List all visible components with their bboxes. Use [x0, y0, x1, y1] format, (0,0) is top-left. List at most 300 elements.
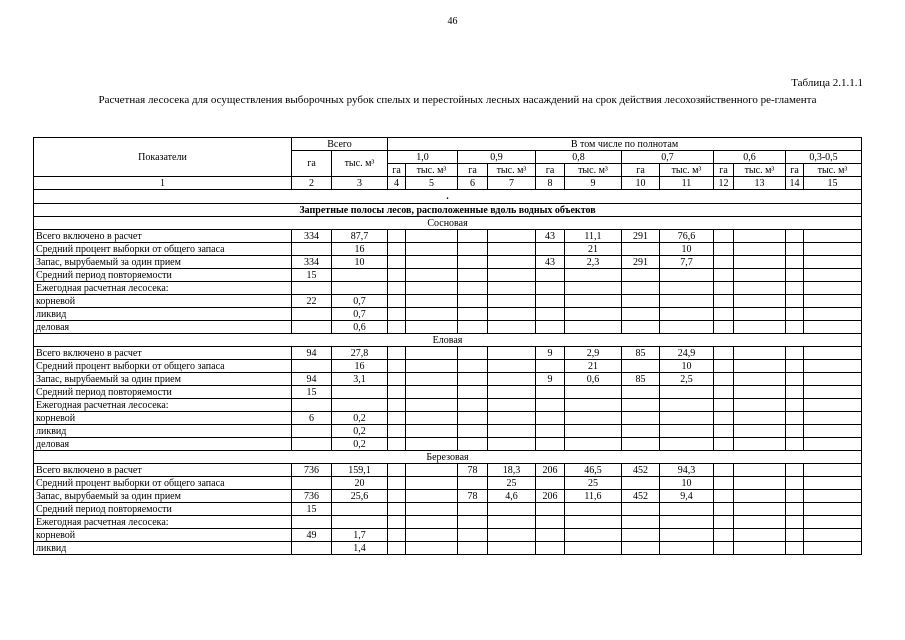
table-cell — [804, 464, 862, 477]
table-cell: 0,2 — [332, 425, 388, 438]
table-cell — [786, 529, 804, 542]
table-cell: 15 — [292, 269, 332, 282]
column-number: 5 — [406, 177, 458, 190]
table-cell — [488, 386, 536, 399]
table-cell — [786, 464, 804, 477]
table-cell — [536, 529, 565, 542]
table-cell — [622, 269, 660, 282]
table-cell — [714, 308, 734, 321]
table-cell — [406, 269, 458, 282]
table-cell — [804, 516, 862, 529]
table-cell: 206 — [536, 464, 565, 477]
table-cell — [292, 425, 332, 438]
table-cell — [388, 347, 406, 360]
column-number: 8 — [536, 177, 565, 190]
table-row — [34, 308, 862, 321]
table-cell: 10 — [660, 360, 714, 373]
table-cell — [714, 243, 734, 256]
table-cell — [388, 425, 406, 438]
table-cell: 3,1 — [332, 373, 388, 386]
table-cell — [458, 425, 488, 438]
table-cell — [786, 542, 804, 555]
table-cell — [565, 269, 622, 282]
table-cell — [488, 412, 536, 425]
table-row — [34, 386, 862, 399]
table-cell — [786, 295, 804, 308]
species-row — [34, 334, 862, 347]
table-cell: 16 — [332, 360, 388, 373]
table-cell — [714, 321, 734, 334]
table-cell — [536, 269, 565, 282]
table-cell — [660, 425, 714, 438]
table-cell — [804, 295, 862, 308]
row-label: Средний период повторяемости — [34, 386, 292, 399]
table-row — [34, 295, 862, 308]
row-label: Средний период повторяемости — [34, 503, 292, 516]
table-cell — [388, 243, 406, 256]
table-cell — [804, 386, 862, 399]
table-cell: 20 — [332, 477, 388, 490]
table-cell — [388, 373, 406, 386]
table-cell — [565, 516, 622, 529]
table-row — [34, 321, 862, 334]
table-cell — [734, 347, 786, 360]
table-cell — [458, 360, 488, 373]
table-cell — [458, 308, 488, 321]
dot-cell: . — [34, 190, 862, 204]
header-density: 0,8 — [536, 151, 622, 164]
table-cell: 736 — [292, 464, 332, 477]
column-number: 12 — [714, 177, 734, 190]
table-cell — [406, 386, 458, 399]
table-cell — [660, 529, 714, 542]
table-cell — [388, 295, 406, 308]
table-cell — [804, 503, 862, 516]
table-cell — [734, 503, 786, 516]
table-cell — [406, 542, 458, 555]
table-cell — [536, 438, 565, 451]
table-cell — [714, 295, 734, 308]
table-cell — [458, 230, 488, 243]
table-cell — [488, 295, 536, 308]
table-cell — [458, 503, 488, 516]
table-cell: 9 — [536, 373, 565, 386]
table-cell — [786, 269, 804, 282]
table-cell — [406, 490, 458, 503]
table-cell: 25 — [488, 477, 536, 490]
table-cell — [536, 425, 565, 438]
header-unit-ha: га — [388, 164, 406, 177]
table-cell — [660, 282, 714, 295]
table-cell: 21 — [565, 243, 622, 256]
table-cell: 27,8 — [332, 347, 388, 360]
table-cell — [734, 386, 786, 399]
table-cell — [406, 425, 458, 438]
row-label: Всего включено в расчет — [34, 464, 292, 477]
table-cell — [622, 477, 660, 490]
table-row — [34, 438, 862, 451]
table-cell — [406, 360, 458, 373]
table-cell — [660, 516, 714, 529]
table-cell: 4,6 — [488, 490, 536, 503]
header-unit-ha: га — [786, 164, 804, 177]
table-cell — [565, 282, 622, 295]
header-including: В том числе по полнотам — [388, 138, 862, 151]
table-row — [34, 412, 862, 425]
header-unit-volume: тыс. м³ — [488, 164, 536, 177]
table-cell — [292, 243, 332, 256]
table-cell — [786, 308, 804, 321]
table-cell — [734, 399, 786, 412]
table-cell — [388, 308, 406, 321]
table-cell — [458, 529, 488, 542]
table-cell: 0,2 — [332, 438, 388, 451]
row-label: Запас, вырубаемый за один прием — [34, 256, 292, 269]
table-cell — [488, 243, 536, 256]
table-cell — [292, 438, 332, 451]
table-row — [34, 477, 862, 490]
table-row — [34, 373, 862, 386]
table-cell: 78 — [458, 464, 488, 477]
column-number: 10 — [622, 177, 660, 190]
table-cell — [536, 399, 565, 412]
header-total-ha: га — [292, 151, 332, 177]
table-cell — [622, 386, 660, 399]
column-number: 3 — [332, 177, 388, 190]
table-cell — [458, 243, 488, 256]
table-cell — [660, 412, 714, 425]
table-cell — [536, 295, 565, 308]
table-cell — [406, 321, 458, 334]
species-title: Березовая — [34, 451, 862, 464]
table-cell — [786, 243, 804, 256]
table-row — [34, 399, 862, 412]
table-cell — [786, 230, 804, 243]
table-cell — [406, 503, 458, 516]
table-row — [34, 490, 862, 503]
table-cell — [660, 321, 714, 334]
row-label: корневой — [34, 295, 292, 308]
table-cell: 94 — [292, 373, 332, 386]
table-cell — [458, 477, 488, 490]
row-label: деловая — [34, 438, 292, 451]
row-label: Всего включено в расчет — [34, 347, 292, 360]
table-cell — [406, 347, 458, 360]
table-cell — [622, 503, 660, 516]
table-cell — [786, 321, 804, 334]
table-cell: 25 — [565, 477, 622, 490]
species-title: Еловая — [34, 334, 862, 347]
table-cell: 0,7 — [332, 308, 388, 321]
table-cell: 25,6 — [332, 490, 388, 503]
header-unit-volume: тыс. м³ — [565, 164, 622, 177]
table-cell — [388, 529, 406, 542]
table-cell — [734, 230, 786, 243]
header-unit-ha: га — [714, 164, 734, 177]
section-row — [34, 204, 862, 217]
column-number: 1 — [34, 177, 292, 190]
table-cell — [488, 542, 536, 555]
table-cell — [734, 477, 786, 490]
table-cell: 10 — [660, 477, 714, 490]
table-cell — [536, 386, 565, 399]
table-cell — [786, 347, 804, 360]
header-density: 0,6 — [714, 151, 786, 164]
table-cell — [622, 360, 660, 373]
table-cell — [804, 308, 862, 321]
table-cell: 334 — [292, 230, 332, 243]
table-row — [34, 256, 862, 269]
table-cell — [804, 373, 862, 386]
table-cell — [536, 243, 565, 256]
lesoseka-table — [33, 137, 862, 555]
table-cell — [786, 503, 804, 516]
table-cell — [406, 477, 458, 490]
table-cell — [388, 360, 406, 373]
table-cell — [488, 399, 536, 412]
table-cell — [488, 308, 536, 321]
table-cell — [565, 295, 622, 308]
table-cell — [488, 373, 536, 386]
table-cell — [734, 308, 786, 321]
table-cell: 2,5 — [660, 373, 714, 386]
table-cell — [734, 373, 786, 386]
species-title: Сосновая — [34, 217, 862, 230]
table-cell — [388, 490, 406, 503]
table-cell — [622, 243, 660, 256]
table-cell — [714, 438, 734, 451]
table-cell — [406, 295, 458, 308]
table-row — [34, 503, 862, 516]
row-label: ликвид — [34, 542, 292, 555]
table-cell — [734, 542, 786, 555]
table-cell: 1,7 — [332, 529, 388, 542]
header-unit-ha: га — [536, 164, 565, 177]
table-cell — [786, 386, 804, 399]
table-cell — [660, 542, 714, 555]
table-cell — [565, 503, 622, 516]
table-cell — [714, 464, 734, 477]
dot-row — [34, 190, 862, 204]
table-cell: 87,7 — [332, 230, 388, 243]
table-cell — [488, 282, 536, 295]
table-cell: 2,3 — [565, 256, 622, 269]
table-cell — [458, 412, 488, 425]
table-cell — [458, 347, 488, 360]
header-density: 1,0 — [388, 151, 458, 164]
table-cell — [622, 321, 660, 334]
table-cell — [488, 360, 536, 373]
table-row — [34, 425, 862, 438]
table-cell — [660, 269, 714, 282]
table-cell — [488, 425, 536, 438]
row-label: Ежегодная расчетная лесосека: — [34, 282, 292, 295]
table-cell — [292, 360, 332, 373]
table-cell — [388, 282, 406, 295]
table-cell — [786, 360, 804, 373]
column-number: 13 — [734, 177, 786, 190]
table-cell — [332, 399, 388, 412]
table-cell — [660, 438, 714, 451]
table-cell — [786, 256, 804, 269]
table-cell — [786, 399, 804, 412]
table-cell — [536, 321, 565, 334]
table-cell: 18,3 — [488, 464, 536, 477]
table-row — [34, 464, 862, 477]
table-cell — [734, 282, 786, 295]
table-cell — [734, 490, 786, 503]
row-label: Ежегодная расчетная лесосека: — [34, 399, 292, 412]
table-cell — [536, 516, 565, 529]
table-cell — [565, 438, 622, 451]
table-cell — [292, 542, 332, 555]
table-cell — [388, 464, 406, 477]
table-cell — [406, 399, 458, 412]
table-cell: 43 — [536, 256, 565, 269]
table-cell — [714, 360, 734, 373]
species-row — [34, 217, 862, 230]
table-cell — [804, 542, 862, 555]
table-row — [34, 516, 862, 529]
table-cell: 1,4 — [332, 542, 388, 555]
table-cell — [660, 386, 714, 399]
table-cell — [388, 399, 406, 412]
table-cell: 11,6 — [565, 490, 622, 503]
table-cell: 76,6 — [660, 230, 714, 243]
table-cell — [714, 230, 734, 243]
table-cell: 0,7 — [332, 295, 388, 308]
header-indicators: Показатели — [34, 138, 292, 177]
table-cell: 206 — [536, 490, 565, 503]
header-unit-ha: га — [622, 164, 660, 177]
table-cell — [714, 399, 734, 412]
column-number: 7 — [488, 177, 536, 190]
header-density: 0,9 — [458, 151, 536, 164]
header-density: 0,3-0,5 — [786, 151, 862, 164]
table-cell — [804, 412, 862, 425]
table-cell — [734, 464, 786, 477]
table-row — [34, 347, 862, 360]
table-cell — [458, 438, 488, 451]
table-cell — [660, 399, 714, 412]
section-title: Запретные полосы лесов, расположенные вдоль водных объектов — [34, 204, 862, 217]
table-cell — [804, 438, 862, 451]
column-number: 15 — [804, 177, 862, 190]
table-cell — [406, 230, 458, 243]
table-cell: 0,6 — [565, 373, 622, 386]
table-cell — [786, 516, 804, 529]
table-cell — [536, 412, 565, 425]
table-cell — [406, 373, 458, 386]
header-total: Всего — [292, 138, 388, 151]
row-label: Всего включено в расчет — [34, 230, 292, 243]
table-cell — [565, 412, 622, 425]
table-cell — [406, 243, 458, 256]
table-cell: 22 — [292, 295, 332, 308]
table-cell — [458, 399, 488, 412]
table-cell — [488, 230, 536, 243]
species-row — [34, 451, 862, 464]
table-cell — [458, 295, 488, 308]
table-cell: 452 — [622, 490, 660, 503]
table-cell: 15 — [292, 503, 332, 516]
table-cell — [536, 360, 565, 373]
table-row — [34, 542, 862, 555]
table-cell: 78 — [458, 490, 488, 503]
table-cell — [332, 386, 388, 399]
table-cell — [804, 425, 862, 438]
row-label: ликвид — [34, 308, 292, 321]
table-cell: 43 — [536, 230, 565, 243]
table-cell — [458, 256, 488, 269]
table-cell — [388, 412, 406, 425]
table-cell — [622, 308, 660, 321]
table-cell — [458, 373, 488, 386]
table-cell — [406, 412, 458, 425]
table-cell — [388, 542, 406, 555]
table-cell — [622, 295, 660, 308]
row-label: корневой — [34, 529, 292, 542]
table-row — [34, 529, 862, 542]
table-row — [34, 360, 862, 373]
column-number: 6 — [458, 177, 488, 190]
table-row — [34, 269, 862, 282]
table-cell: 6 — [292, 412, 332, 425]
table-cell — [714, 542, 734, 555]
table-cell — [622, 542, 660, 555]
table-cell: 0,6 — [332, 321, 388, 334]
table-cell — [332, 282, 388, 295]
table-cell — [622, 516, 660, 529]
table-cell — [406, 282, 458, 295]
table-cell — [388, 256, 406, 269]
table-cell — [714, 282, 734, 295]
table-cell — [714, 412, 734, 425]
table-cell: 10 — [660, 243, 714, 256]
table-cell — [714, 503, 734, 516]
table-cell — [734, 438, 786, 451]
table-cell — [406, 464, 458, 477]
table-cell — [565, 399, 622, 412]
table-cell — [565, 321, 622, 334]
table-cell — [622, 529, 660, 542]
table-cell — [292, 516, 332, 529]
table-cell — [458, 321, 488, 334]
table-cell: 15 — [292, 386, 332, 399]
table-cell — [292, 308, 332, 321]
table-cell — [734, 256, 786, 269]
table-cell — [714, 386, 734, 399]
table-cell — [406, 438, 458, 451]
table-cell — [714, 425, 734, 438]
table-cell — [804, 347, 862, 360]
table-cell — [292, 399, 332, 412]
table-cell — [804, 321, 862, 334]
document-title: Расчетная лесосека для осуществления выборочных рубок спелых и перестойных лесных насаждений на срок действия лесохозяйственного ре-гламента — [98, 94, 817, 106]
table-cell: 736 — [292, 490, 332, 503]
table-cell — [714, 269, 734, 282]
table-cell — [488, 321, 536, 334]
table-cell — [565, 529, 622, 542]
table-cell — [488, 503, 536, 516]
column-number: 14 — [786, 177, 804, 190]
table-cell — [458, 282, 488, 295]
table-cell — [388, 438, 406, 451]
header-unit-volume: тыс. м³ — [804, 164, 862, 177]
table-cell — [622, 425, 660, 438]
table-cell — [714, 256, 734, 269]
row-label: Средний период повторяемости — [34, 269, 292, 282]
